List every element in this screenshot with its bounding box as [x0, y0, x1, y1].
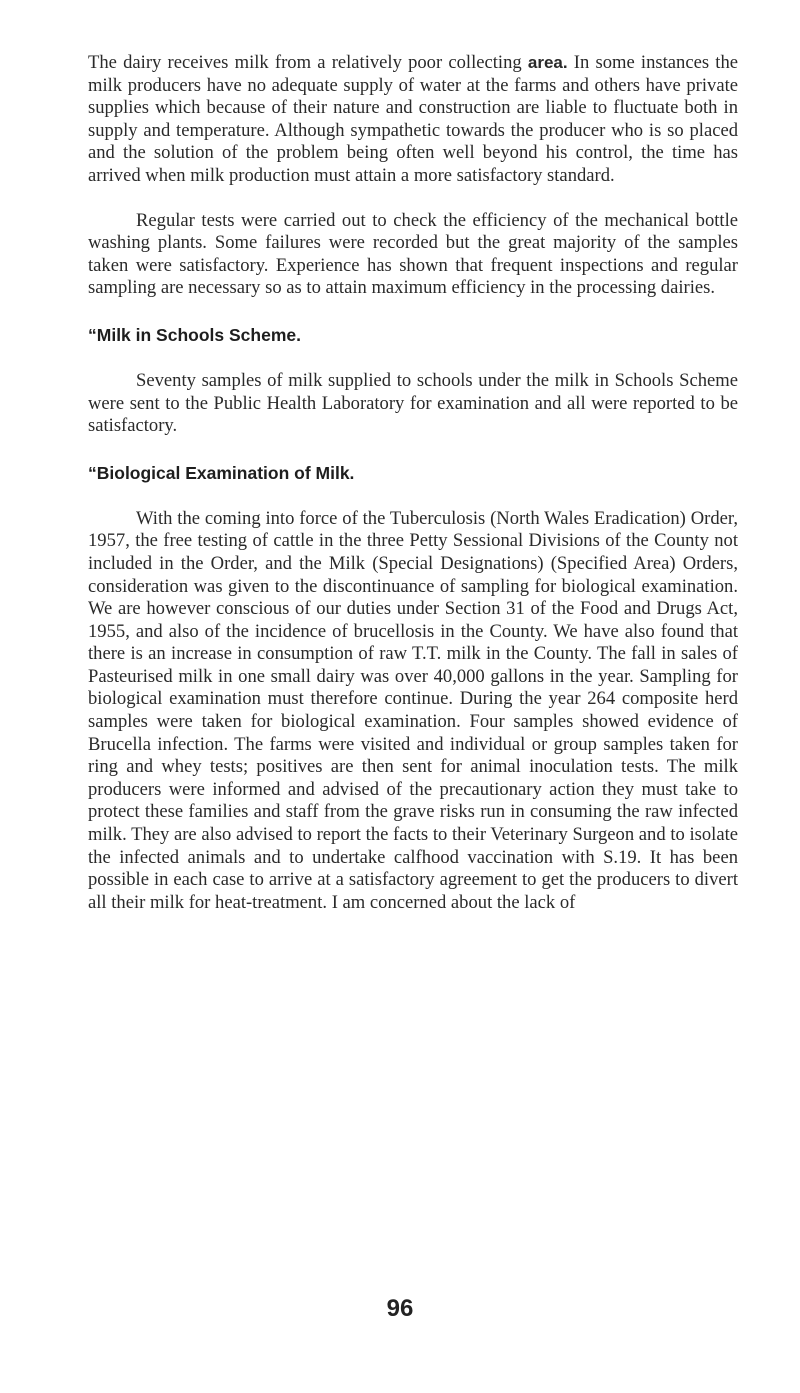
intro-lead: The dairy receives milk from a relatively poor collecting — [88, 52, 522, 73]
page-number: 96 — [386, 1295, 414, 1322]
intro-rest: In some instances the milk producers have no adequate supply of water at the farms and others have private supplies which because of their nature and construction are liable to fluctuate both in supply and temperature. Although sympathetic towards the producer who is so placed and the solution of the problem being often well beyond his control, the time has arrived when milk production must attain a more satisfactory standard. — [88, 52, 738, 186]
document-body — [88, 52, 738, 914]
biological-examination-paragraph: With the coming into force of the Tuberculosis (North Wales Eradication) Order, 1957, the free testing of cattle in the three Petty Sessional Divisions of the County not included in the Order, and the Milk (Special Designations) (Specified Area) Orders, consideration was given to the discontinuance of sampling for biological examination. We are however conscious of our duties under Section 31 of the Food and Drugs Act, 1955, and also of the incidence of brucellosis in the County. We have also found that there is an increase in consumption of raw T.T. milk in the County. The fall in sales of Pasteurised milk in one small dairy was over 40,000 gallons in the year. Sampling for biological examination must therefore continue. During the year 264 composite herd samples were taken for biological examination. Four samples showed evidence of Brucella infection. The farms were visited and individual or group samples taken for ring and whey tests; positives are then sent for animal inoculation tests. The milk producers were informed and advised of the precautionary action they must take to protect these families and staff from the grave risks run in consuming the raw infected milk. They are also advised to report the facts to their Veterinary Surgeon and to isolate the infected animals and to undertake calfhood vaccination with S.19. It has been possible in each case to arrive at a satisfactory agreement to get the producers to divert all their milk for heat-treatment. I am concerned about the lack of — [88, 507, 738, 913]
milk-in-schools-heading: “Milk in Schools Scheme. — [88, 324, 301, 345]
intro-paragraph — [88, 52, 738, 188]
intro-bold-word: area. — [527, 53, 568, 72]
regular-tests-paragraph: Regular tests were carried out to check the efficiency of the mechanical bottle washing plants. Some failures were recorded but the great majority of the samples taken were satisfactory. Experience has shown that frequent inspections and regular sampling are necessary so as to attain maximum efficiency in the processing dairies. — [88, 209, 738, 299]
milk-in-schools-paragraph: Seventy samples of milk supplied to schools under the milk in Schools Scheme were sent to the Public Health Laboratory for examination and all were reported to be satisfactory. — [88, 369, 738, 437]
biological-examination-heading: “Biological Examination of Milk. — [88, 462, 355, 483]
